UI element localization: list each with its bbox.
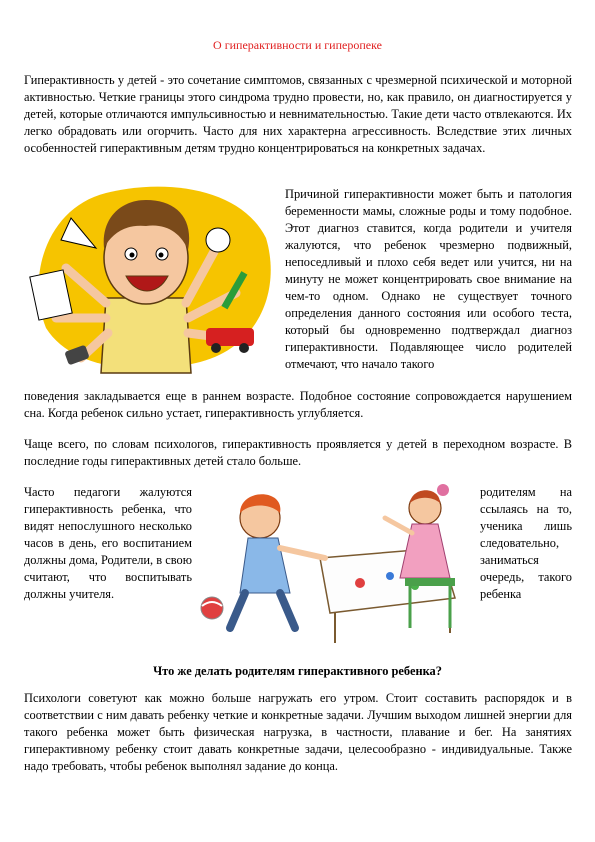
section-subheading: Что же делать родителям гиперактивного ребенка?: [153, 664, 442, 678]
teachers-paragraph-left: Часто педагоги жалуются гиперактивность ребенка, что видят непослушного несколько часов в день, его воспитанием должны дома, Родители, в свою считают, что воспитывать должны учителя.: [24, 485, 192, 601]
teachers-paragraph-right: родителям на ссылаясь на то, ученика лишь следовательно, заниматься очередь, такого ребенка: [480, 485, 572, 601]
intro-paragraph: Гиперактивность у детей - это сочетание симптомов, связанных с чрезмерной психической и моторной активностью. Четкие границы этого синдрома трудно провести, но, как правило, он диагностируется у детей, которые отличаются импульсивностью и невнимательностью. Такие дети часто отвлекаются. Их легко обрадовать или огорчить. Часто для них характерна агрессивность. Вследствие этих личных особенностей гиперактивным детям трудно концентрироваться на конкретных задачах.: [24, 73, 572, 155]
causes-paragraph: Причиной гиперактивности может быть и патология беременности мамы, сложные роды и тому подобное. Этот диагноз ставится, когда родители и учителя жалуются, что ребенок чрезмерно подвижный, непоседливый и плохо себя ведет или учится, ни на минуту не может концентрировать свое внимание на чем-то одном. Однако не существует точного определения данного состояния или особого теста, который бы одновременно подтверждал диагноз гиперактивности. Подавляющее число родителей отмечают, что начало такого: [285, 187, 572, 371]
causes-continued-paragraph: поведения закладывается еще в раннем возрасте. Подобное состояние сопровождается нарушением сна. Когда ребенок сильно устает, гиперактивность углубляется.: [24, 389, 572, 420]
page-title: О гиперактивности и гиперопеке: [213, 38, 382, 52]
age-paragraph: Чаще всего, по словам психологов, гиперактивность проявляется у детей в переходном возрасте. В последние годы гиперактивных детей стало больше.: [24, 437, 572, 468]
advice-paragraph: Психологи советуют как можно больше нагружать его утром. Стоит составить распорядок и в соответствии с ним давать ребенку четкие и конкретные задачи. Лучшим выходом лишней энергии для такого ребенка может быть физическая нагрузка, в частности, плавание и бег. На занятиях гиперактивному ребенку стоит давать конкретные задачи, целесообразно - индивидуальные. Также надо требовать, чтобы ребенок выполнял задание до конца.: [24, 691, 572, 773]
hyperactive-boy-illustration: [26, 178, 276, 378]
children-painting-illustration: [200, 478, 478, 648]
